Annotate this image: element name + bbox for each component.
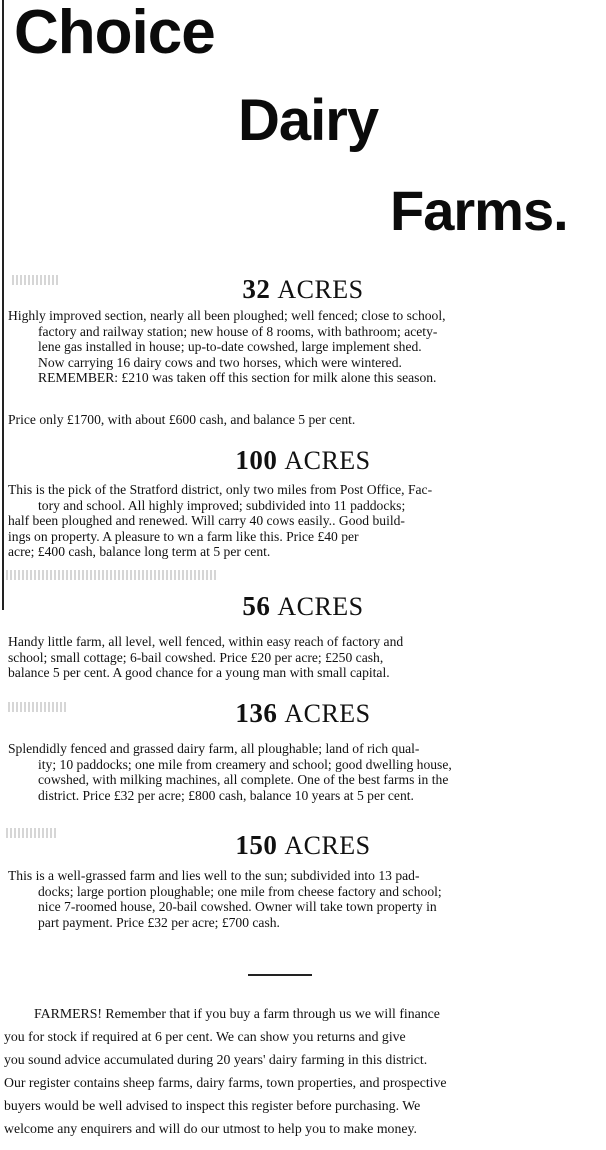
listing-title-unit: ACRES [284, 831, 371, 860]
footer-line: you sound advice accumulated during 20 years' dairy farming in this district. [4, 1052, 428, 1067]
listing-title-number: 136 [235, 698, 278, 728]
footer-line: buyers would be well advised to inspect this register before purchasing. We [4, 1098, 421, 1113]
listing-title-136 [0, 700, 606, 727]
listing-line: part payment. Price £32 per acre; £700 cash. [38, 914, 280, 930]
section-divider [248, 974, 312, 976]
footer-line: you for stock if required at 6 per cent. We can show you returns and give [4, 1029, 406, 1044]
footer-line: welcome any enquirers and will do our utmost to help you to make money. [4, 1121, 417, 1136]
listing-title-number: 56 [242, 591, 271, 621]
listing-title-unit: ACRES [277, 275, 364, 304]
listing-line: Now carrying 16 dairy cows and two horses, which were wintered. [38, 354, 402, 370]
listing-line: acre; £400 cash, balance long term at 5 per cent. [8, 544, 271, 559]
footer-paragraph [4, 1002, 592, 1140]
listing-title-56 [0, 593, 606, 620]
listing-line: This is a well-grassed farm and lies well to the sun; subdivided into 13 pad- [8, 868, 420, 883]
print-smudge [6, 828, 58, 838]
listing-title-32 [0, 276, 606, 303]
listing-line: tory and school. All highly improved; subdivided into 11 paddocks; [38, 497, 406, 513]
headline-dairy: Dairy [238, 88, 379, 153]
listing-line: cowshed, with milking machines, all complete. One of the best farms in the [38, 772, 449, 787]
listing-body-150 [8, 868, 592, 930]
listing-body-100 [8, 482, 592, 560]
listing-body-32 [8, 308, 592, 386]
print-smudge [8, 702, 68, 712]
footer-line: FARMERS! Remember that if you buy a farm through us we will finance [34, 1006, 440, 1021]
left-column-rule [2, 0, 4, 610]
listing-line: docks; large portion ploughable; one mile from cheese factory and school; [38, 883, 442, 899]
listing-body-136 [8, 741, 592, 803]
listing-title-number: 100 [235, 445, 278, 475]
listing-line: Price only £1700, with about £600 cash, and balance 5 per cent. [8, 412, 356, 427]
listing-title-number: 32 [242, 274, 271, 304]
listing-title-150 [0, 832, 606, 859]
listing-line: ings on property. A pleasure to wn a farm like this. Price £40 per [8, 528, 359, 544]
listing-title-100 [0, 447, 606, 474]
listing-line: school; small cottage; 6-bail cowshed. Price £20 per acre; £250 cash, [8, 649, 384, 665]
listing-title-number: 150 [235, 830, 278, 860]
listing-line: half been ploughed and renewed. Will carry 40 cows easily.. Good build- [8, 513, 405, 528]
listing-title-unit: ACRES [277, 592, 364, 621]
listing-line: factory and railway station; new house of 8 rooms, with bathroom; acety- [38, 323, 438, 339]
listing-line: REMEMBER: £210 was taken off this section for milk alone this season. [38, 370, 437, 385]
listing-line: Handy little farm, all level, well fenced, within easy reach of factory and [8, 634, 404, 649]
listing-line: nice 7-roomed house, 20-bail cowshed. Owner will take town property in [38, 899, 437, 914]
print-smudge [6, 570, 216, 580]
listing-line: lene gas installed in house; up-to-date cowshed, large implement shed. [38, 339, 422, 354]
listing-line: district. Price £32 per acre; £800 cash, balance 10 years at 5 per cent. [38, 787, 414, 803]
listing-line: balance 5 per cent. A good chance for a young man with small capital. [8, 665, 390, 680]
listing-line: This is the pick of the Stratford district, only two miles from Post Office, Fac- [8, 482, 433, 497]
headline-farms: Farms. [390, 179, 568, 242]
listing-line: ity; 10 paddocks; one mile from creamery and school; good dwelling house, [38, 756, 452, 772]
listing-line: Highly improved section, nearly all been ploughed; well fenced; close to school, [8, 308, 446, 323]
listing-price-32 [8, 412, 592, 428]
footer-line: Our register contains sheep farms, dairy farms, town properties, and prospective [4, 1075, 447, 1090]
headline-choice: Choice [14, 0, 215, 67]
listing-title-unit: ACRES [284, 699, 371, 728]
listing-line: Splendidly fenced and grassed dairy farm, all ploughable; land of rich qual- [8, 741, 420, 756]
listing-body-56 [8, 634, 592, 681]
listing-title-unit: ACRES [284, 446, 371, 475]
